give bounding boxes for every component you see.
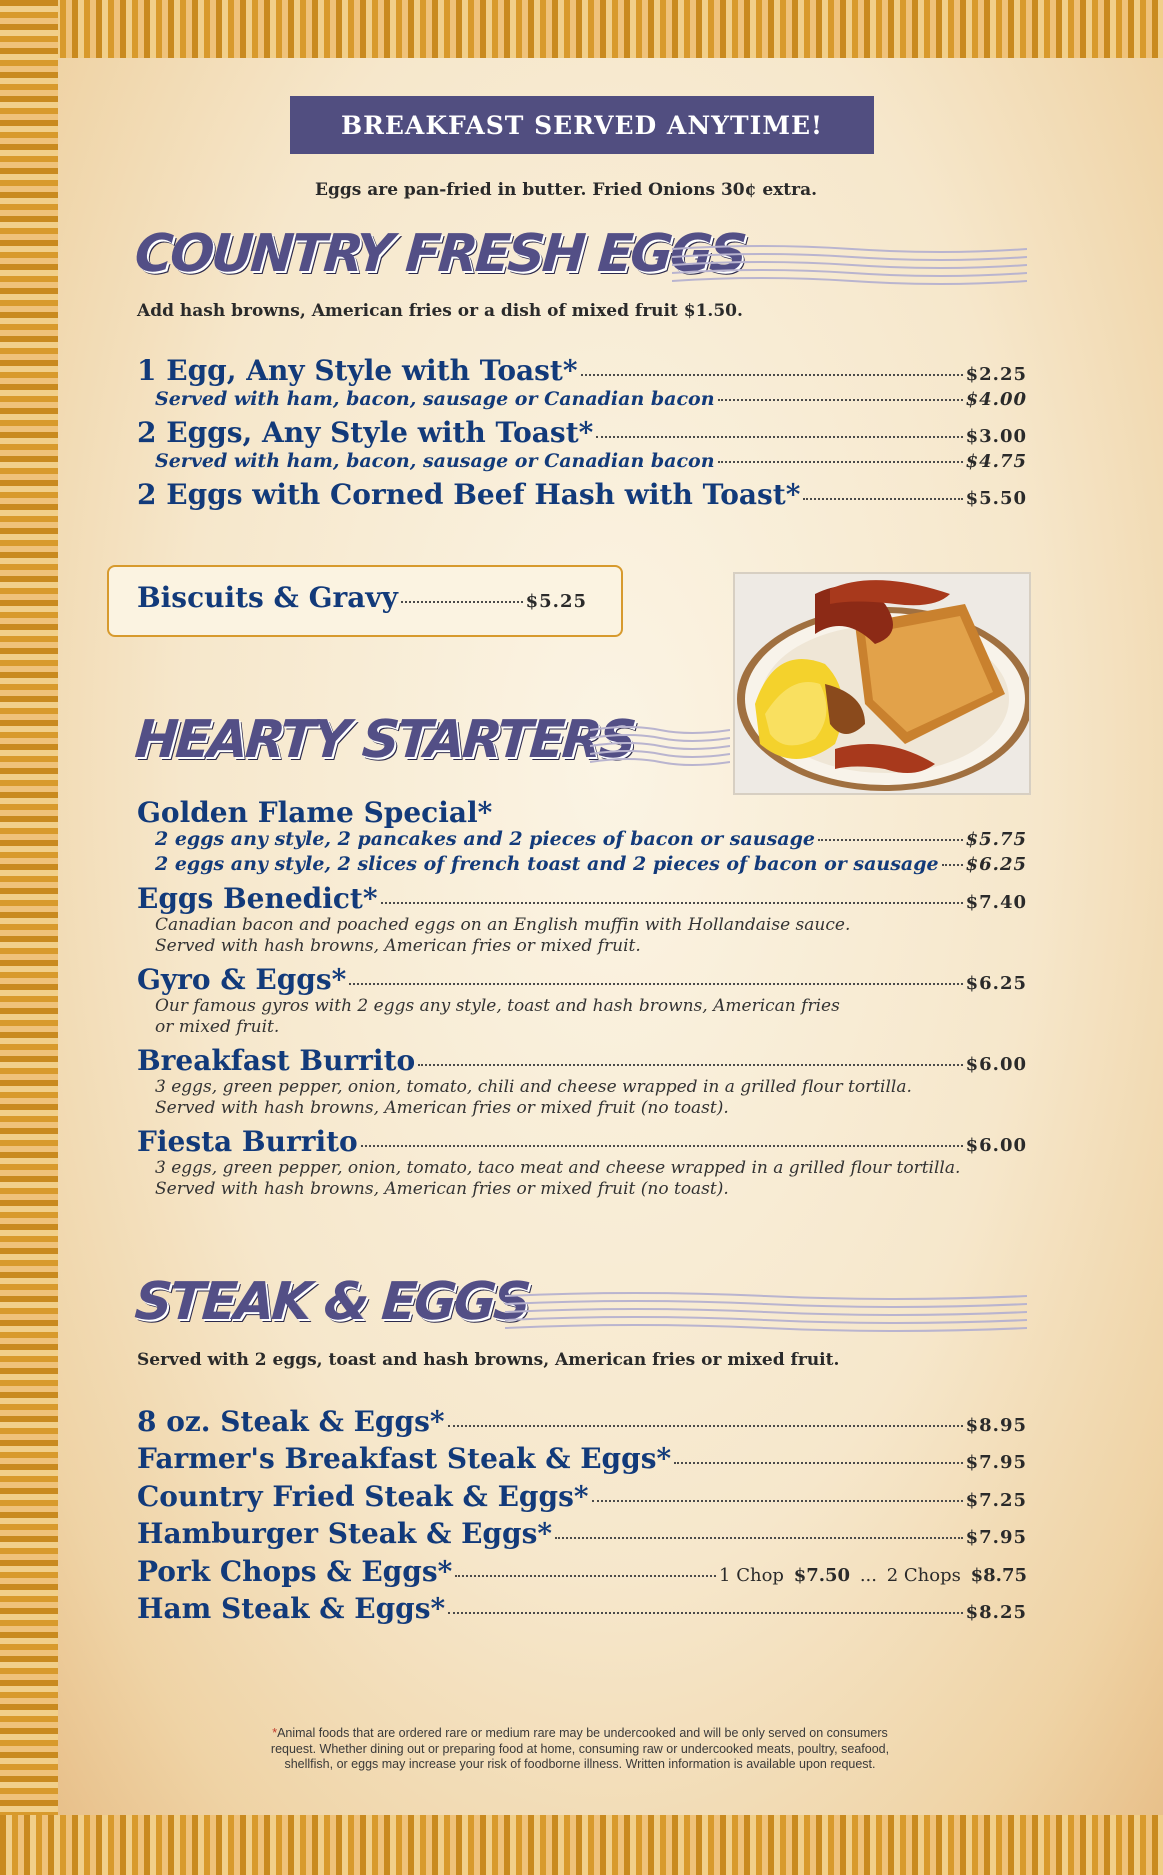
- dot-leader: [381, 902, 963, 904]
- dot-leader: [592, 1500, 963, 1502]
- gyro-desc-2: or mixed fruit.: [155, 1017, 280, 1037]
- item-price: $5.75: [965, 829, 1027, 850]
- item-name: 2 Eggs with Corned Beef Hash with Toast*: [137, 478, 801, 511]
- menu-item-gyro-eggs: [137, 963, 1027, 996]
- chop2-price: $8.75: [970, 1565, 1027, 1586]
- breakfast-burrito-desc-1: 3 eggs, green pepper, onion, tomato, chili and cheese wrapped in a grilled flour tortilla.: [155, 1077, 912, 1097]
- item-price: $5.25: [525, 591, 587, 612]
- menu-item-pork-chops: [137, 1555, 1027, 1588]
- item-name: Hamburger Steak & Eggs*: [137, 1517, 552, 1550]
- dot-leader: [555, 1537, 963, 1539]
- menu-item-2-eggs-meat: [155, 450, 1027, 472]
- item-name: 2 Eggs, Any Style with Toast*: [137, 416, 594, 449]
- ornamental-border-left: [0, 0, 58, 1875]
- item-name: Pork Chops & Eggs*: [137, 1555, 453, 1588]
- fiesta-burrito-desc-2: Served with hash browns, American fries or mixed fruit (no toast).: [155, 1179, 729, 1199]
- item-name: Served with ham, bacon, sausage or Canadian bacon: [155, 388, 715, 410]
- section-title-hearty-starters: HEARTY STARTERS: [132, 710, 636, 770]
- item-name: Served with ham, bacon, sausage or Canadian bacon: [155, 450, 715, 472]
- item-name: Fiesta Burrito: [137, 1125, 358, 1158]
- item-price: $4.00: [965, 389, 1027, 410]
- dot-leader: [418, 1064, 962, 1066]
- item-name: 8 oz. Steak & Eggs*: [137, 1405, 445, 1438]
- dot-leader: [455, 1575, 716, 1577]
- golden-flame-option-french-toast: [155, 853, 1027, 875]
- item-name: 2 eggs any style, 2 pancakes and 2 pieces of bacon or sausage: [155, 828, 815, 850]
- item-name: Ham Steak & Eggs*: [137, 1592, 446, 1625]
- item-name: Breakfast Burrito: [137, 1044, 416, 1077]
- chop1-label: 1 Chop: [719, 1565, 784, 1586]
- disclaimer-line-2: request. Whether dining out or preparing food at home, consuming raw or undercooked meats, poultry, seafood,: [270, 1741, 890, 1756]
- item-price: $7.40: [965, 892, 1027, 913]
- chop1-price: $7.50: [793, 1565, 851, 1586]
- swoosh-decoration: [672, 243, 1027, 287]
- disclaimer-line-1: Animal foods that are ordered rare or medium rare may be undercooked and will be only served on consumers: [277, 1726, 888, 1740]
- breakfast-plate-photo: [733, 572, 1031, 795]
- swoosh-decoration: [590, 724, 730, 768]
- breakfast-banner: BREAKFAST SERVED ANYTIME!: [290, 96, 874, 154]
- menu-item-country-fried-steak: [137, 1480, 1027, 1513]
- dot-leader: [349, 983, 962, 985]
- menu-item-8oz-steak: [137, 1405, 1027, 1438]
- food-safety-disclaimer: [230, 1726, 930, 1773]
- menu-item-eggs-benedict: [137, 882, 1027, 915]
- section-title-country-fresh-eggs: COUNTRY FRESH EGGS: [132, 224, 747, 284]
- ornamental-border-bottom: [0, 1815, 1163, 1875]
- item-price: $8.95: [965, 1415, 1027, 1436]
- dot-leader: [818, 839, 963, 841]
- item-name: Golden Flame Special*: [137, 796, 493, 829]
- menu-item-fiesta-burrito: [137, 1125, 1027, 1158]
- item-name: 2 eggs any style, 2 slices of french toast and 2 pieces of bacon or sausage: [155, 853, 939, 875]
- menu-item-ham-steak: [137, 1592, 1027, 1625]
- item-price: $6.25: [965, 973, 1027, 994]
- eggs-benedict-desc-1: Canadian bacon and poached eggs on an English muffin with Hollandaise sauce.: [155, 915, 851, 935]
- menu-item-farmers-breakfast: [137, 1442, 1027, 1475]
- item-name: Biscuits & Gravy: [137, 581, 398, 614]
- item-price: $3.00: [965, 426, 1027, 447]
- disclaimer-line-3: shellfish, or eggs may increase your risk of foodborne illness. Written information is available upon request.: [284, 1757, 876, 1771]
- menu-item-breakfast-burrito: [137, 1044, 1027, 1077]
- item-price: $5.50: [965, 488, 1027, 509]
- menu-item-biscuits-gravy: [137, 581, 587, 614]
- item-price: $4.75: [965, 451, 1027, 472]
- dot-leader: [448, 1612, 962, 1614]
- item-name: 1 Egg, Any Style with Toast*: [137, 354, 578, 387]
- dot-leader: [596, 436, 962, 438]
- section-title-steak-eggs: STEAK & EGGS: [132, 1272, 530, 1332]
- item-price: $7.95: [965, 1527, 1027, 1548]
- dot-leader: [361, 1145, 963, 1147]
- dot-leader: [448, 1425, 963, 1427]
- country-eggs-note: Add hash browns, American fries or a dish of mixed fruit $1.50.: [137, 301, 743, 321]
- fiesta-burrito-desc-1: 3 eggs, green pepper, onion, tomato, taco meat and cheese wrapped in a grilled flour tortilla.: [155, 1158, 961, 1178]
- eggs-benedict-desc-2: Served with hash browns, American fries or mixed fruit.: [155, 936, 641, 956]
- item-name: Eggs Benedict*: [137, 882, 378, 915]
- chop2-label: 2 Chops: [886, 1565, 961, 1586]
- item-price: $7.95: [965, 1452, 1027, 1473]
- item-price: $7.25: [965, 1490, 1027, 1511]
- menu-item-corned-beef: [137, 478, 1027, 511]
- dot-leader: [581, 374, 963, 376]
- gyro-desc-1: Our famous gyros with 2 eggs any style, toast and hash browns, American fries: [155, 996, 840, 1016]
- disclaimer-star: *: [272, 1726, 278, 1740]
- steak-eggs-note: Served with 2 eggs, toast and hash browns, American fries or mixed fruit.: [137, 1350, 840, 1370]
- menu-item-1-egg-meat: [155, 388, 1027, 410]
- swoosh-decoration: [505, 1290, 1027, 1334]
- item-price: $6.00: [965, 1135, 1027, 1156]
- menu-item-2-eggs: [137, 416, 1027, 449]
- dot-leader: [401, 601, 523, 603]
- dot-leader: [674, 1462, 963, 1464]
- menu-item-hamburger-steak: [137, 1517, 1027, 1550]
- item-name: Farmer's Breakfast Steak & Eggs*: [137, 1442, 672, 1475]
- item-name: Country Fried Steak & Eggs*: [137, 1480, 589, 1513]
- golden-flame-option-pancakes: [155, 828, 1027, 850]
- item-price: $6.00: [965, 1054, 1027, 1075]
- intro-note: Eggs are pan-fried in butter. Fried Onions 30¢ extra.: [315, 180, 818, 200]
- item-name: Gyro & Eggs*: [137, 963, 347, 996]
- dot-leader: [803, 498, 962, 500]
- item-price: $8.25: [965, 1602, 1027, 1623]
- item-price: $6.25: [965, 854, 1027, 875]
- menu-item-1-egg: [137, 354, 1027, 387]
- chop-separator: ...: [859, 1565, 877, 1586]
- dot-leader: [942, 864, 963, 866]
- dot-leader: [718, 399, 963, 401]
- item-price: $2.25: [965, 364, 1027, 385]
- ornamental-border-top: [0, 0, 1163, 58]
- dot-leader: [718, 461, 963, 463]
- menu-item-golden-flame: [137, 796, 492, 829]
- breakfast-burrito-desc-2: Served with hash browns, American fries or mixed fruit (no toast).: [155, 1098, 729, 1118]
